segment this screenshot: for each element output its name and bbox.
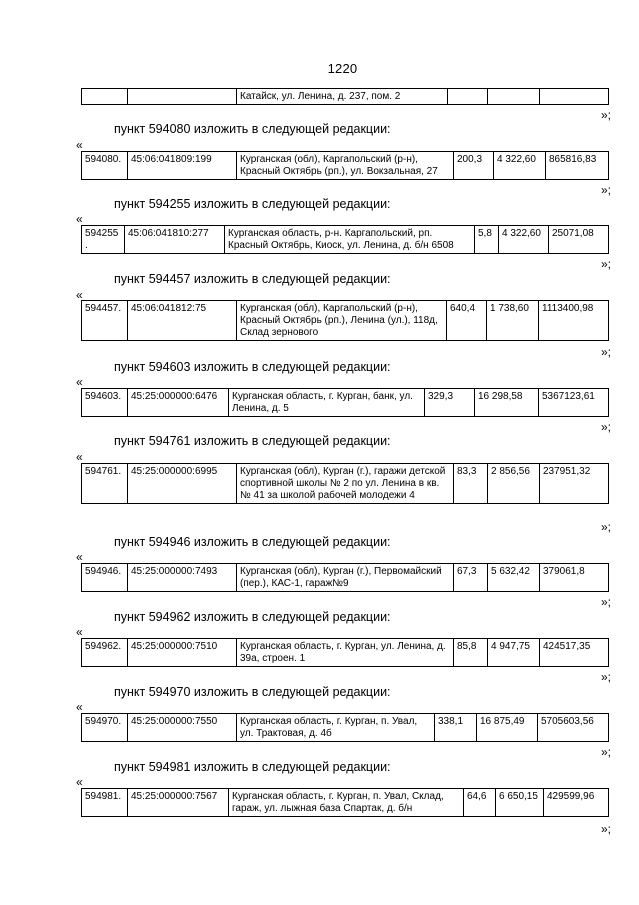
cell-value: 5367123,61 [539,389,609,417]
cell-area: 200,3 [454,152,494,180]
instruction-text: пункт 594761 изложить в следующей редакции: [114,434,391,448]
instruction-text: пункт 594946 изложить в следующей редакции: [114,535,391,549]
table-row [82,301,609,341]
instruction-text: пункт 594962 изложить в следующей редакции: [114,610,391,624]
cell-number: 594255. [82,226,125,254]
cell-address: Курганская (обл), Курган (г.), гаражи детской спортивной школы № 2 по ул. Ленина в кв.№ 41 за школой рабочей молодежи 4 [237,464,454,504]
opening-quote: « [76,700,83,714]
cell-number: 594457. [82,301,128,341]
cell-value: 25071,08 [549,226,609,254]
amendment-table [81,638,609,667]
cell-area: 64,6 [464,789,496,817]
table-row [82,152,609,180]
cell-address: Курганская область, г. Курган, п. Увал, Склад, гараж, ул. лыжная база Спартак, д. б/н [229,789,464,817]
amendment-table [81,788,609,817]
table-row [82,464,609,504]
table-row [82,714,609,742]
opening-quote: « [76,212,83,226]
cell-area: 5,8 [475,226,499,254]
opening-quote: « [76,450,83,464]
cell-number: 594603. [82,389,128,417]
cell-number: 594080. [82,152,128,180]
cell-area: 640,4 [447,301,487,341]
cell-value: 865816,83 [546,152,609,180]
cell-area: 329,3 [425,389,475,417]
cell-value: 237951,32 [540,464,609,504]
cell-cadastral: 45:25:000000:6476 [128,389,229,417]
cell-number [82,89,128,105]
cell-cadastral: 45:06:041810:277 [125,226,225,254]
cell-rate: 5 632,42 [488,564,540,592]
cell-rate: 4 322,60 [494,152,546,180]
cell-number: 594981. [82,789,128,817]
table-row [82,89,609,105]
closing-quote: »; [600,520,611,534]
cell-value: 5705603,56 [538,714,609,742]
cell-cadastral: 45:06:041809:199 [128,152,237,180]
cell-address: Курганская область, г. Курган, ул. Ленина, д. 39а, строен. 1 [237,639,454,667]
closing-quote: »; [600,257,611,271]
instruction-text: пункт 594255 изложить в следующей редакции: [114,197,391,211]
cell-address: Курганская (обл), Курган (г.), Первомайский (пер.), КАС-1, гараж№9 [237,564,454,592]
closing-quote: »; [600,745,611,759]
instruction-text: пункт 594080 изложить в следующей редакции: [114,122,391,136]
cell-rate: 1 738,60 [487,301,539,341]
closing-quote: »; [600,183,611,197]
cell-area: 85,8 [454,639,488,667]
cell-rate [488,89,540,105]
amendment-table [81,388,609,417]
cell-cadastral: 45:25:000000:7567 [128,789,229,817]
instruction-text: пункт 594603 изложить в следующей редакции: [114,360,391,374]
closing-quote: »; [600,595,611,609]
instruction-text: пункт 594981 изложить в следующей редакции: [114,760,391,774]
opening-quote: « [76,625,83,639]
cell-value: 429599,96 [544,789,609,817]
cell-value: 1113400,98 [539,301,609,341]
amendment-table [81,463,609,504]
opening-quote: « [76,288,83,302]
cell-value: 379061,8 [540,564,609,592]
cell-cadastral [128,89,237,105]
cell-address: Курганская область, г. Курган, п. Увал, ул. Трактовая, д. 4б [237,714,435,742]
continuation-table [81,88,609,105]
cell-rate: 16 298,58 [475,389,539,417]
instruction-text: пункт 594457 изложить в следующей редакции: [114,272,391,286]
cell-cadastral: 45:25:000000:7510 [128,639,237,667]
cell-address: Катайск, ул. Ленина, д. 237, пом. 2 [237,89,448,105]
closing-quote: »; [600,420,611,434]
cell-rate: 16 875,49 [477,714,538,742]
cell-area: 67,3 [454,564,488,592]
cell-cadastral: 45:25:000000:7550 [128,714,237,742]
opening-quote: « [76,775,83,789]
opening-quote: « [76,550,83,564]
cell-cadastral: 45:25:000000:7493 [128,564,237,592]
page-number: 1220 [327,61,358,76]
amendment-table [81,713,609,742]
amendment-table [81,563,609,592]
cell-address: Курганская (обл), Каргапольский (р-н), Красный Октябрь (рп.), Ленина (ул.), 118д, Склад зернового [237,301,447,341]
cell-number: 594970. [82,714,128,742]
opening-quote: « [76,375,83,389]
amendment-table [81,300,609,341]
cell-rate: 4 947,75 [488,639,540,667]
cell-cadastral: 45:06:041812:75 [128,301,237,341]
cell-number: 594946. [82,564,128,592]
table-row [82,389,609,417]
closing-quote: »; [600,345,611,359]
closing-quote: »; [600,670,611,684]
table-row [82,639,609,667]
cell-area: 83,3 [454,464,488,504]
cell-address: Курганская область, р-н. Каргапольский, рп. Красный Октябрь, Киоск, ул. Ленина, д. б/н 6508 [225,226,475,254]
cell-value: 424517,35 [540,639,609,667]
cell-area [448,89,488,105]
cell-area: 338,1 [435,714,477,742]
table-row [82,564,609,592]
cell-cadastral: 45:25:000000:6995 [128,464,237,504]
instruction-text: пункт 594970 изложить в следующей редакции: [114,685,391,699]
closing-quote: »; [600,108,611,122]
cell-rate: 6 650,15 [496,789,544,817]
cell-number: 594761. [82,464,128,504]
cell-address: Курганская (обл), Каргапольский (р-н), Красный Октябрь (рп.), ул. Вокзальная, 27 [237,152,454,180]
table-row [82,226,609,254]
cell-rate: 4 322,60 [499,226,549,254]
cell-number: 594962. [82,639,128,667]
table-row [82,789,609,817]
closing-quote: »; [600,822,611,836]
opening-quote: « [76,138,83,152]
cell-value [540,89,609,105]
amendment-table [81,151,609,180]
cell-address: Курганская область, г. Курган, банк, ул. Ленина, д. 5 [229,389,425,417]
amendment-table [81,225,609,254]
cell-rate: 2 856,56 [488,464,540,504]
